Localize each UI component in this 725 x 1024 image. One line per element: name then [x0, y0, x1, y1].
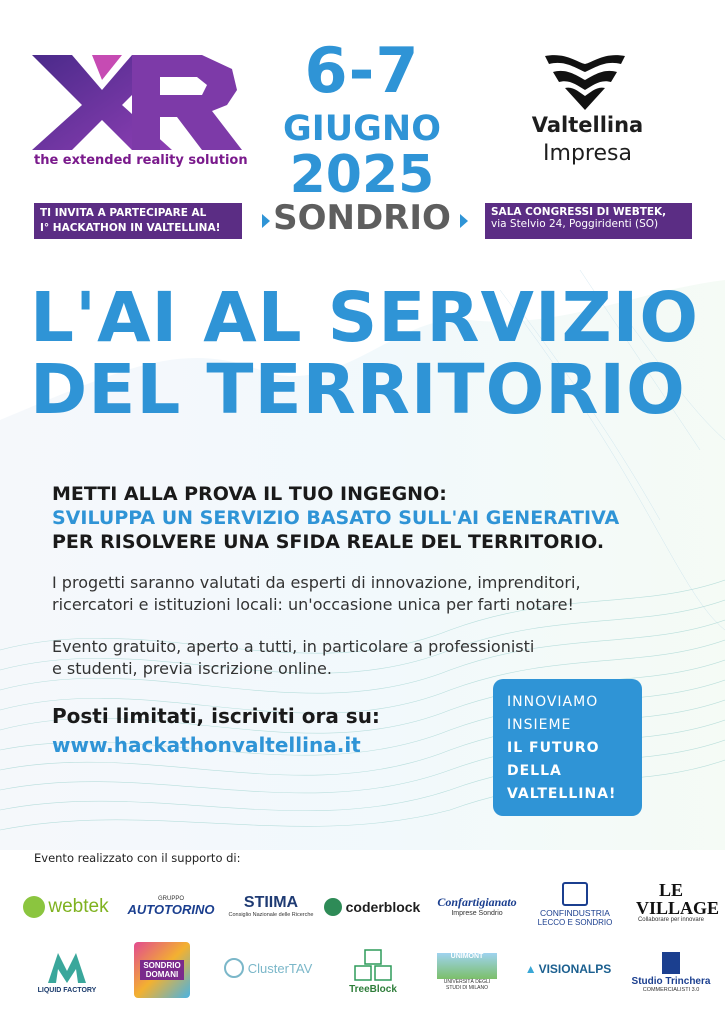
- sponsor-logo-clustertav[interactable]: [218, 954, 318, 982]
- challenge-line-1: METTI ALLA PROVA IL TUO INGEGNO:: [52, 483, 447, 505]
- sponsor-name: CONFINDUSTRIA: [540, 907, 610, 918]
- treeblock-mark-icon: [353, 948, 393, 984]
- sponsor-name: LE VILLAGE: [636, 880, 720, 918]
- sponsor-name: TreeBlock: [349, 983, 397, 995]
- confindustria-mark-icon: [562, 882, 588, 906]
- sponsor-logo-coderblock[interactable]: [322, 890, 422, 924]
- challenge-text: [52, 482, 619, 554]
- org-name: Valtellina: [531, 113, 644, 137]
- cta-line-1: INNOVIAMO: [507, 694, 599, 710]
- details-p1-line-2: ricercatori e istituzioni locali: un'occasione unica per farti notare!: [52, 595, 574, 614]
- signup-url-link[interactable]: www.hackathonvaltellina.it: [52, 733, 361, 757]
- headline-line-1: L'AI AL SERVIZIO: [30, 278, 699, 358]
- cta-line-4: DELLA: [507, 763, 562, 779]
- venue-name: SALA CONGRESSI DI WEBTEK,: [491, 206, 667, 218]
- headline: [30, 278, 710, 430]
- cta-line-2: INSIEME: [507, 717, 572, 733]
- sponsor-subtitle: GRUPPO: [157, 895, 184, 902]
- visionalps-mark-icon: ▲: [524, 962, 537, 976]
- org-subtitle: Impresa: [543, 141, 632, 166]
- sponsor-subtitle: UNIVERSITÀ DEGLI STUDI DI MILANO: [443, 979, 491, 991]
- sponsor-logo-studiotrinchera[interactable]: [628, 944, 714, 1000]
- sponsor-subtitle: Collaborare per innovare: [637, 917, 705, 923]
- cta-box: [493, 679, 642, 816]
- sponsor-logo-confindustria[interactable]: [532, 880, 618, 928]
- sponsor-name: Studio Trinchera: [631, 975, 711, 987]
- valtellina-impresa-logo: [545, 52, 625, 110]
- xr-tagline: the extended reality solution: [34, 153, 248, 168]
- sponsor-name: STIIMA: [243, 894, 299, 911]
- invite-line-1: TI INVITA A PARTECIPARE AL: [40, 207, 207, 219]
- sponsor-subtitle: Imprese Sondrio: [451, 910, 503, 917]
- details-p2-line-2: e studenti, previa iscrizione online.: [52, 659, 332, 678]
- details-p2-line-1: Evento gratuito, aperto a tutti, in particolare a professionisti: [52, 637, 535, 656]
- sponsor-logo-liquidfactory[interactable]: [28, 940, 106, 1000]
- details-paragraph-1: [52, 572, 581, 616]
- sponsors-label: Evento realizzato con il supporto di:: [34, 851, 241, 865]
- event-city: SONDRIO: [273, 198, 451, 238]
- sponsor-name: ClusterTAV: [247, 960, 313, 976]
- studio-trinchera-mark-icon: [662, 952, 680, 974]
- challenge-line-3: PER RISOLVERE UNA SFIDA REALE DEL TERRITORIO.: [52, 531, 605, 553]
- sponsor-logo-autotorino[interactable]: [124, 888, 218, 924]
- sponsor-name: webtek: [48, 896, 109, 917]
- sponsor-logo-visionalps[interactable]: [518, 956, 618, 982]
- invite-box: [34, 203, 242, 239]
- cta-line-3: IL FUTURO: [507, 740, 600, 756]
- cta-line-5: VALTELLINA!: [507, 786, 617, 802]
- sponsor-logo-confartigianato[interactable]: [428, 888, 526, 924]
- clustertav-mark-icon: [224, 958, 244, 978]
- signup-label: Posti limitati, iscriviti ora su:: [52, 704, 380, 728]
- sponsor-subtitle: LECCO E SONDRIO: [537, 917, 613, 927]
- sponsor-name: Confartigianato: [437, 895, 517, 909]
- sponsor-name: VISIONALPS: [538, 962, 612, 976]
- sponsor-name: AUTOTORINO: [127, 901, 215, 917]
- event-month: GIUGNO: [283, 109, 441, 149]
- xr-logo: [32, 55, 242, 150]
- details-paragraph-2: [52, 636, 534, 680]
- venue-address: via Stelvio 24, Poggiridenti (SO): [491, 218, 659, 230]
- sponsor-logo-treeblock[interactable]: [338, 942, 408, 1000]
- sponsor-logo-sondriodomani[interactable]: [134, 942, 190, 998]
- sponsor-name: UNIMONT: [437, 953, 497, 979]
- liquid-factory-mark-icon: [44, 947, 90, 987]
- sponsor-name: LIQUID FACTORY: [37, 986, 97, 994]
- arrow-right-icon: [460, 214, 468, 228]
- sponsor-logo-unimont[interactable]: [434, 944, 500, 1000]
- sponsor-name: SONDRIO DOMANI: [140, 960, 184, 980]
- sponsor-subtitle: Consiglio Nazionale delle Ricerche: [228, 912, 314, 918]
- sponsor-name: coderblock: [345, 899, 421, 915]
- venue-box: [485, 203, 692, 239]
- invite-line-2: I° HACKATHON IN VALTELLINA!: [40, 222, 221, 234]
- event-days: 6-7: [304, 34, 420, 107]
- sponsor-logo-stiima[interactable]: [226, 886, 316, 926]
- sponsor-logo-levillage[interactable]: [630, 876, 720, 928]
- sponsor-logo-webtek[interactable]: [16, 890, 116, 924]
- sponsor-subtitle: COMMERCIALISTI 3.0: [642, 986, 700, 993]
- webtek-mark-icon: [23, 896, 45, 918]
- headline-line-2: DEL TERRITORIO: [30, 350, 686, 430]
- event-year: 2025: [289, 145, 435, 205]
- details-p1-line-1: I progetti saranno valutati da esperti di innovazione, imprenditori,: [52, 573, 581, 592]
- challenge-line-2: SVILUPPA UN SERVIZIO BASATO SULL'AI GENERATIVA: [52, 507, 620, 529]
- coderblock-mark-icon: [324, 898, 342, 916]
